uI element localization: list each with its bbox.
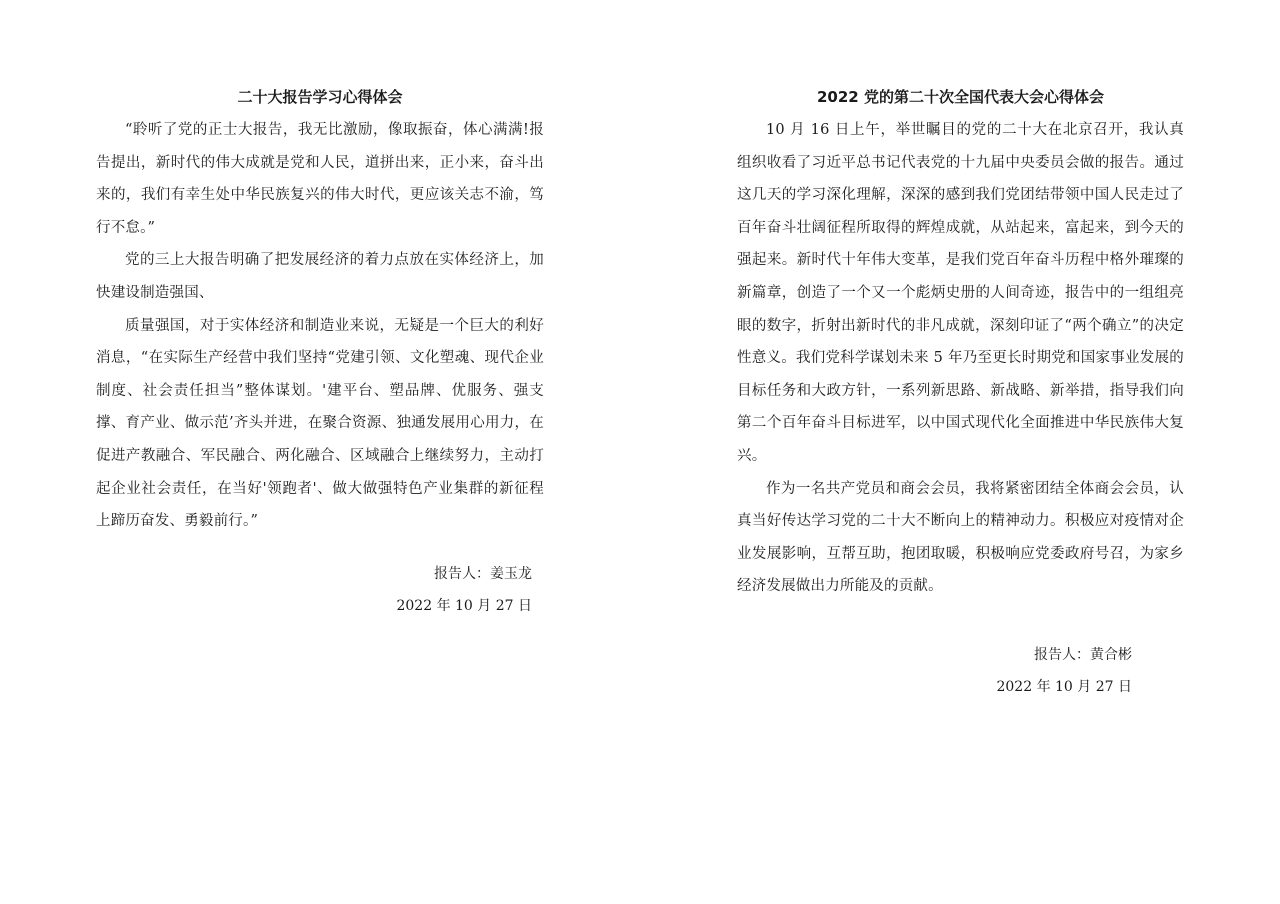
left-reporter: 报告人：姜玉龙 xyxy=(434,565,532,582)
left-paragraph-3: 质量强国，对于实体经济和制造业来说，无疑是一个巨大的利好消息，“在实际生产经营中我们坚持“党建引领、文化塑魂、现代企业制度、社会责任担当”整体谋划。'建平台、塑品牌、优服务、强支撑、育产业、做示范’齐头并进，在聚合资源、独通发展用心用力，在促进产教融合、军民融合、两化融合、区域融合上继续努力，主动打起企业社会责任，在当好'领跑者'、做大做强特色产业集群的新征程上蹄历奋发、勇毅前行。” xyxy=(96,317,544,530)
right-signature-block xyxy=(737,639,1184,703)
right-article xyxy=(737,86,1184,703)
right-article-title: 2022 党的第二十次全国代表大会心得体会 xyxy=(817,88,1104,106)
right-reporter: 报告人：黄合彬 xyxy=(1034,646,1132,663)
left-article xyxy=(96,86,544,622)
left-paragraph-2: 党的三上大报告明确了把发展经济的着力点放在实体经济上，加快建设制造强国、 xyxy=(96,252,544,301)
right-date: 2022 年 10 月 27 日 xyxy=(996,678,1132,695)
left-article-title: 二十大报告学习心得体会 xyxy=(237,88,403,106)
right-paragraph-1: 10 月 16 日上午，举世瞩目的党的二十大在北京召开，我认真组织收看了习近平总书记代表党的十九届中央委员会做的报告。通过这几天的学习深化理解，深深的感到我们党团结带领中国人民走过了百年奋斗壮阔征程所取得的辉煌成就，从站起来，富起来，到今天的强起来。新时代十年伟大变革，是我们党百年奋斗历程中格外璀璨的新篇章，创造了一个又一个彪炳史册的人间奇迹，报告中的一组组亮眼的数字，折射出新时代的非凡成就，深刻印证了“两个确立”的决定性意义。我们党科学谋划未来 5 年乃至更长时期党和国家事业发展的目标任务和大政方针，一系列新思路、新战略、新举措，指导我们向第二个百年奋斗目标进军，以中国式现代化全面推进中华民族伟大复兴。 xyxy=(737,122,1184,464)
left-paragraph-1: “聆听了党的正士大报告，我无比激励，像取振奋，体心满满!报告提出，新时代的伟大成就是党和人民，道拼出来，正小来，奋斗出来的，我们有幸生处中华民族复兴的伟大时代，更应该关志不渝，笃行不怠。” xyxy=(96,122,544,236)
left-date: 2022 年 10 月 27 日 xyxy=(396,597,532,614)
right-paragraph-2: 作为一名共产党员和商会会员，我将紧密团结全体商会会员，认真当好传达学习党的二十大不断向上的精神动力。积极应对疫情对企业发展影响，互帮互助，抱团取暖，积极响应党委政府号召，为家乡经济发展做出力所能及的贡献。 xyxy=(737,480,1184,595)
left-signature-block xyxy=(96,558,544,622)
